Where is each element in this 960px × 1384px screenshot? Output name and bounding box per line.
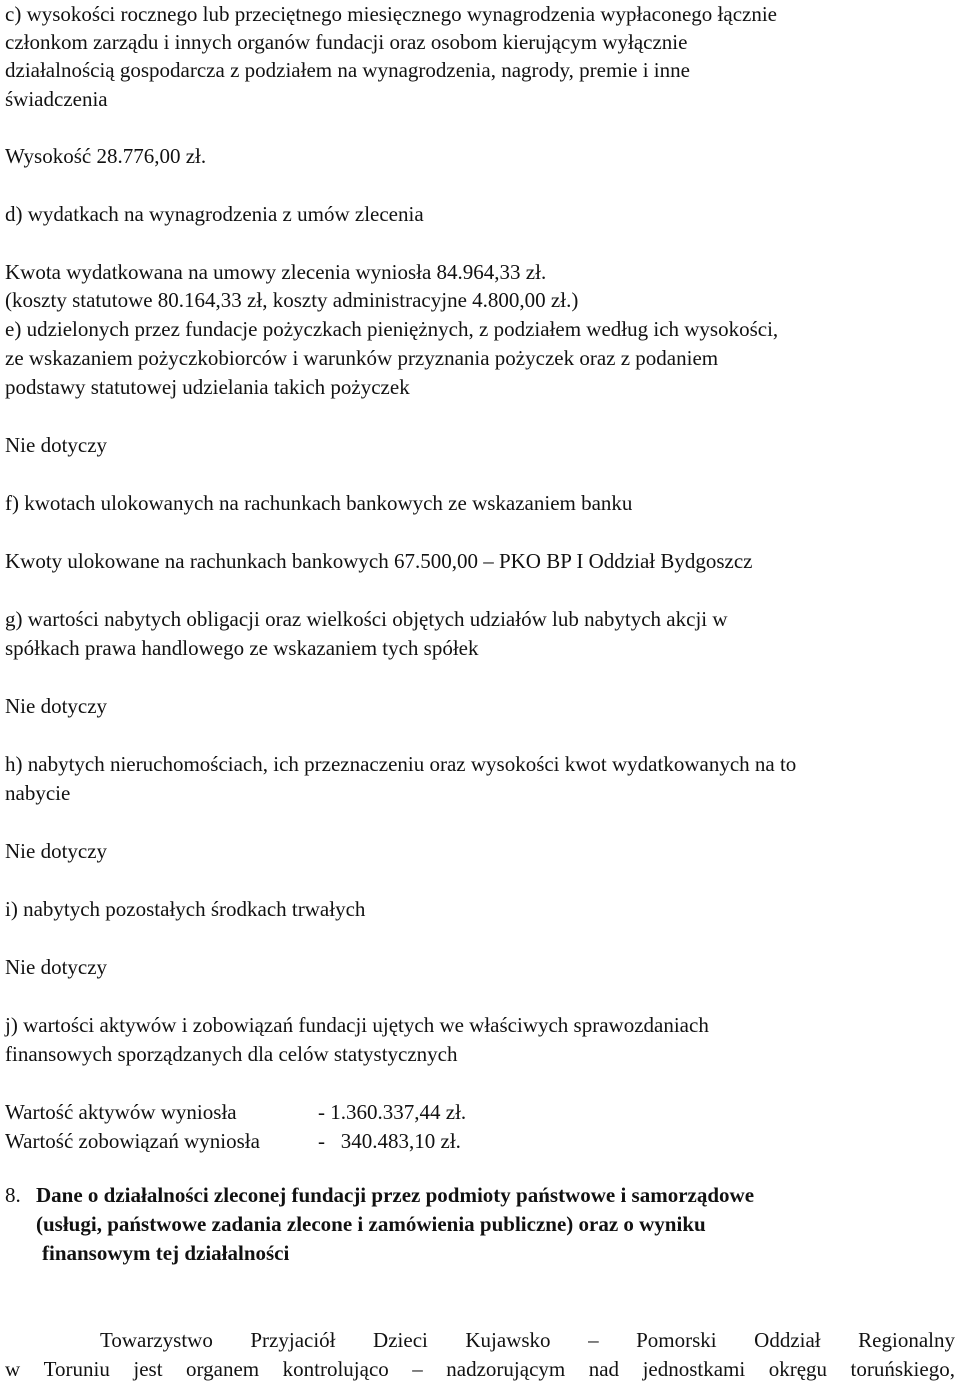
closing-word: – [588,1328,599,1352]
section-h-line-2: nabycie [5,781,71,805]
closing-paragraph-line-1 [100,1326,955,1354]
closing-word: jest [133,1357,163,1381]
closing-word: toruńskiego, [850,1357,955,1381]
section-c-line-1: c) wysokości rocznego lub przeciętnego miesięcznego wynagrodzenia wypłaconego łącznie [5,2,778,26]
closing-word: Towarzystwo [100,1328,213,1352]
closing-word: kontrolująco [282,1357,389,1381]
closing-word: Kujawsko [465,1328,551,1352]
section-h-line-1: h) nabytych nieruchomościach, ich przeznaczeniu oraz wysokości kwot wydatkowanych na to [5,752,797,776]
section-j-line-2: finansowych sporządzanych dla celów statystycznych [5,1042,458,1066]
section-e-answer: Nie dotyczy [5,433,108,457]
closing-word: w [5,1357,21,1381]
closing-word: Regionalny [858,1328,955,1352]
assets-label: Wartość aktywów wyniosła [5,1100,237,1124]
section-d-heading: d) wydatkach na wynagrodzenia z umów zlecenia [5,202,424,226]
section-i-heading: i) nabytych pozostałych środkach trwałych [5,897,366,921]
section-g-answer: Nie dotyczy [5,694,108,718]
closing-word: Pomorski [636,1328,717,1352]
closing-word: Przyjaciół [250,1328,336,1352]
section-c-answer: Wysokość 28.776,00 zł. [5,144,207,168]
section-8-title-line-1: Dane o działalności zleconej fundacji przez podmioty państwowe i samorządowe [36,1183,755,1207]
section-f-answer: Kwoty ulokowane na rachunkach bankowych 67.500,00 – PKO BP I Oddział Bydgoszcz [5,549,753,573]
liabilities-label: Wartość zobowiązań wyniosła [5,1129,260,1153]
section-h-answer: Nie dotyczy [5,839,108,863]
closing-word: Oddział [754,1328,821,1352]
liabilities-value: - 340.483,10 zł. [318,1129,461,1153]
section-c-line-4: świadczenia [5,87,108,111]
closing-word: jednostkami [642,1357,746,1381]
section-8-number: 8. [5,1183,21,1207]
section-8-title-line-2: (usługi, państwowe zadania zlecone i zamówienia publiczne) oraz o wyniku [36,1212,706,1236]
closing-word: Dzieci [373,1328,428,1352]
closing-word: organem [186,1357,260,1381]
assets-value: - 1.360.337,44 zł. [318,1100,467,1124]
closing-word: – [412,1357,423,1381]
section-i-answer: Nie dotyczy [5,955,108,979]
section-g-line-2: spółkach prawa handlowego ze wskazaniem tych spółek [5,636,479,660]
section-c-line-2: członkom zarządu i innych organów fundacji oraz osobom kierującym wyłącznie [5,30,688,54]
closing-word: okręgu [768,1357,828,1381]
closing-word: Toruniu [43,1357,110,1381]
closing-word: nadzorującym [446,1357,566,1381]
section-d-answer-line-2: (koszty statutowe 80.164,33 zł, koszty administracyjne 4.800,00 zł.) [5,288,579,312]
section-d-answer-line-1: Kwota wydatkowana na umowy zlecenia wyniosła 84.964,33 zł. [5,260,547,284]
section-g-line-1: g) wartości nabytych obligacji oraz wielkości objętych udziałów lub nabytych akcji w [5,607,728,631]
section-c-line-3: działalnością gospodarcza z podziałem na wynagrodzenia, nagrody, premie i inne [5,58,690,82]
section-e-line-2: ze wskazaniem pożyczkobiorców i warunków przyznania pożyczek oraz z podaniem [5,346,719,370]
section-e-line-1: e) udzielonych przez fundacje pożyczkach pieniężnych, z podziałem według ich wysokości, [5,317,779,341]
closing-paragraph-line-2 [5,1355,955,1383]
section-j-line-1: j) wartości aktywów i zobowiązań fundacji ujętych we właściwych sprawozdaniach [5,1013,709,1037]
section-e-line-3: podstawy statutowej udzielania takich pożyczek [5,375,410,399]
section-8-title-line-3: finansowym tej działalności [42,1241,290,1265]
closing-word: nad [588,1357,620,1381]
section-f-heading: f) kwotach ulokowanych na rachunkach bankowych ze wskazaniem banku [5,491,633,515]
